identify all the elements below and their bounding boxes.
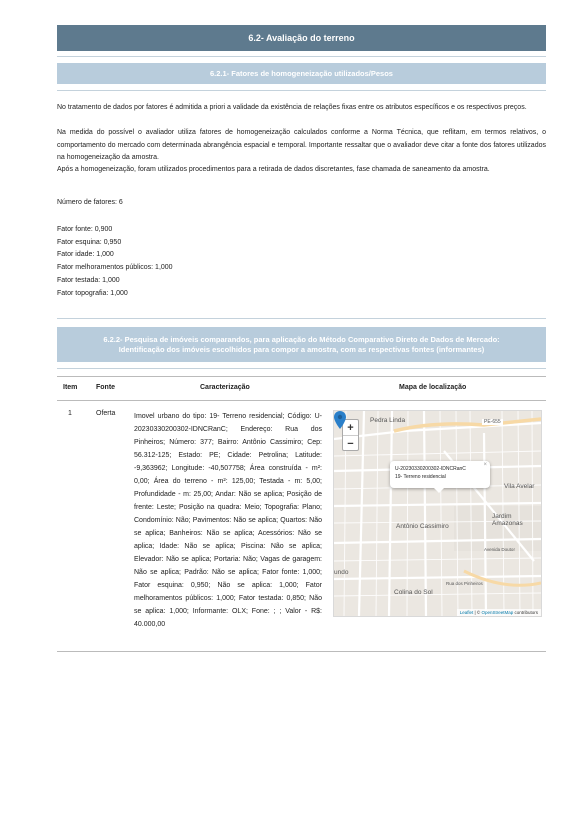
column-header-fonte: Fonte bbox=[96, 384, 116, 391]
factor-item: Fator idade: 1,000 bbox=[57, 251, 114, 259]
column-header-item: Item bbox=[63, 384, 78, 391]
attribution-tail: contributors bbox=[513, 610, 538, 615]
map-street-label: Avenida Doutor bbox=[484, 547, 515, 552]
column-header-caracterizacao: Caracterização bbox=[200, 384, 250, 391]
map-place-label: Colina do Sol bbox=[394, 589, 433, 596]
map-place-label: Antônio Cassimiro bbox=[396, 523, 449, 530]
close-icon[interactable]: × bbox=[483, 462, 487, 468]
comparables-header-line-2: Identificação dos imóveis escolhidos para compor a amostra, com as respectivas fontes (informantes) bbox=[118, 344, 485, 354]
table-bottom-border bbox=[57, 651, 546, 652]
divider bbox=[57, 56, 546, 57]
factor-list bbox=[57, 224, 357, 300]
map-place-label: Jardim Amazonas bbox=[492, 513, 523, 527]
intro-paragraph-2: Na medida do possível o avaliador utiliza fatores de homogeneização calculados conforme a Norma Técnica, que reflitam, em termos relativos, o comportamento do mercado com determinada abrangência espacial e temporal. Importante ressaltar que o avaliador deve citar a fonte dos fatores utilizados na homogeneização da amostra. bbox=[57, 129, 546, 162]
comparables-header-line-1: 6.2.2- Pesquisa de imóveis comparandos, para aplicação do Método Comparativo Direto de Dados de Mercado: bbox=[103, 334, 500, 344]
map-marker-icon[interactable] bbox=[334, 411, 346, 429]
popup-tip bbox=[434, 488, 444, 493]
section-subtitle: 6.2.1- Fatores de homogeneização utilizados/Pesos bbox=[57, 63, 546, 84]
comparables-header bbox=[57, 327, 546, 362]
intro-paragraph-3: Após a homogeneização, foram utilizados procedimentos para a retirada de dados discretantes, fase chamada de saneamento da amostra. bbox=[57, 166, 490, 173]
factor-item: Fator fonte: 0,900 bbox=[57, 226, 113, 233]
map-place-label: Pedra Linda bbox=[370, 417, 406, 424]
factor-item: Fator topografia: 1,000 bbox=[57, 289, 128, 297]
map-place-label: undo bbox=[334, 569, 349, 576]
row-caracterizacao: Imovel urbano do tipo: 19- Terreno residencial; Código: U-20230330200302-IDNCRanC; Endereço: Rua dos Pinheiros; Número: 377; Bairro: Antônio Cassimiro; Cep: 56.312-125; Estado: PE; Cidade: Petrolina; Latitude: -9,363962; Longitude: -40,507758; Área construída - m²: 0,00; Área do terreno - m²: 125,00; Testada - m: 5,00; Profundidade - m: 25,00; Andar: Não se aplica; Posição de frente: Leste; Posição na quadra: Meio; Topografia: Plano; Condomínio: Não; Pavimentos: Não se aplica; Quartos: Não se aplica; Banheiros: Não se aplica; Acessórios: Não se aplica; Idade: Não se aplica; Piscina: Não se aplica; Elevador: Não se aplica; Portaria: Não; Vagas de garagem: Não se aplica; Padrão: Não se aplica; Fator fonte: 1,000; Fator esquina: 0,950; Não se aplica: 1,000; Fator melhoramentos públicos: 1,000; Fator testada: 0,850; Não se aplica: 1,000; Informante: OLX; Fone: ; ; Valor - R$: 40.000,00 bbox=[134, 413, 322, 628]
map-road-label: PE-655 bbox=[484, 419, 501, 425]
intro-paragraph-1: No tratamento de dados por fatores é admitida a priori a validade da existência de relações fixas entre os atributos específicos e os respectivos preços. bbox=[57, 104, 527, 111]
table-header-border bbox=[57, 400, 546, 401]
map-popup bbox=[390, 461, 490, 488]
divider bbox=[57, 318, 546, 319]
row-fonte: Oferta bbox=[96, 410, 116, 417]
divider bbox=[57, 368, 546, 369]
table-top-border bbox=[57, 376, 546, 377]
leaflet-link[interactable]: Leaflet bbox=[459, 610, 474, 615]
map-attribution bbox=[457, 609, 541, 616]
openstreetmap-link[interactable]: OpenStreetMap bbox=[481, 610, 514, 615]
column-header-mapa: Mapa de localização bbox=[399, 384, 467, 391]
section-title: 6.2- Avaliação do terreno bbox=[57, 25, 546, 51]
map-street-label: Rua dos Pinheiros bbox=[446, 581, 483, 586]
divider bbox=[57, 90, 546, 91]
factor-item: Fator testada: 1,000 bbox=[57, 276, 120, 284]
location-map[interactable] bbox=[333, 410, 542, 617]
attribution-separator: | © bbox=[473, 610, 482, 615]
factor-count: Número de fatores: 6 bbox=[57, 199, 123, 206]
map-place-label: Vila Avelar bbox=[504, 483, 535, 490]
popup-code: U-20230330200302-IDNCRanC bbox=[395, 466, 466, 472]
row-item-number: 1 bbox=[68, 410, 72, 417]
zoom-out-button[interactable]: − bbox=[347, 437, 354, 450]
popup-type: 19- Terreno residencial bbox=[395, 474, 446, 480]
factor-item: Fator esquina: 0,950 bbox=[57, 238, 122, 246]
factor-item: Fator melhoramentos públicos: 1,000 bbox=[57, 264, 173, 272]
zoom-in-button[interactable]: + bbox=[343, 420, 358, 436]
